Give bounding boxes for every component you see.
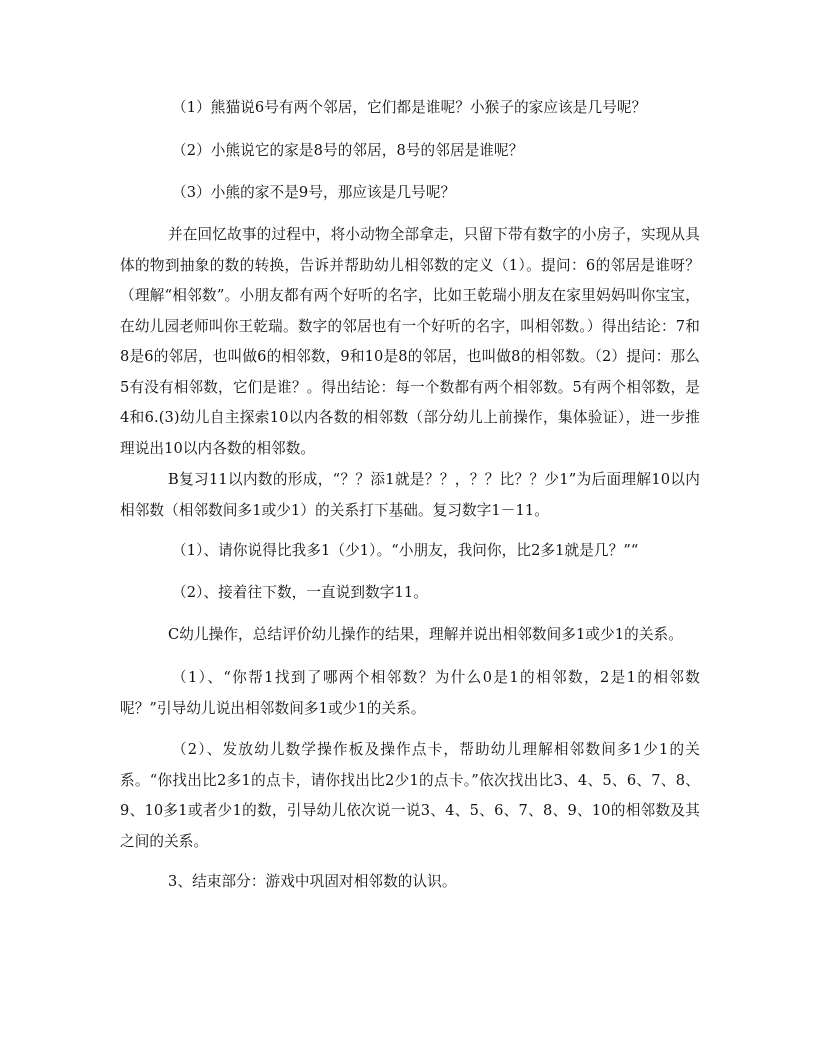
paragraph-b-2: （2）、接着往下数，一直说到数字11。 xyxy=(172,584,428,601)
paragraph-story-recall: 并在回忆故事的过程中，将小动物全部拿走，只留下带有数字的小房子，实现从具体的物到抽象的数的转换，告诉并帮助幼儿相邻数的定义（1）。提问：6的邻居是谁呀？（理解“相邻数”。小朋友都有两个好听的名字，比如王乾瑞小朋友在家里妈妈叫你宝宝，在幼儿园老师叫你王乾瑞。数字的邻居也有一个好听的名字，叫相邻数。）得出结论：7和8是6的邻居，也叫做6的相邻数，9和10是8的邻居，也叫做8的相邻数。（2）提问：那么5有没有相邻数，它们是谁？。得出结论：每一个数都有两个相邻数。5有两个相邻数，是4和6.(3)幼儿自主探索10以内各数的相邻数（部分幼儿上前操作，集体验证），进一步推理说出10以内各数的相邻数。 xyxy=(120,226,700,457)
paragraph-b-1: （1）、请你说得比我多1（少1）。“小朋友，我问你，比2多1就是几？”“ xyxy=(172,542,639,559)
paragraph-section-c: C幼儿操作，总结评价幼儿操作的结果，理解并说出相邻数间多1或少1的关系。 xyxy=(168,626,683,643)
paragraph-section-b: B复习11以内数的形成，“？？添1就是？？，？？比？？少1”为后面理解10以内相邻数（相邻数间多1或少1）的关系打下基础。复习数字1－11。 xyxy=(120,471,700,519)
paragraph-c-1: （1）、“你帮1找到了哪两个相邻数？为什么0是1的相邻数，2是1的相邻数呢？”引导幼儿说出相邻数间多1或少1的关系。 xyxy=(120,669,700,717)
paragraph-question-1: （1）熊猫说6号有两个邻居，它们都是谁呢？小猴子的家应该是几号呢？ xyxy=(172,99,647,116)
paragraph-question-2: （2）小熊说它的家是8号的邻居，8号的邻居是谁呢？ xyxy=(172,142,524,159)
paragraph-c-2: （2）、发放幼儿数学操作板及操作点卡，帮助幼儿理解相邻数间多1少1的关系。“你找出比2多1的点卡，请你找出比2少1的点卡。”依次找出比3、4、5、6、7、8、9、10多1或者少1的数，引导幼儿依次说一说3、4、5、6、7、8、9、10的相邻数及其之间的关系。 xyxy=(120,741,700,850)
paragraph-question-3: （3）小熊的家不是9号，那应该是几号呢？ xyxy=(172,184,456,201)
paragraph-ending: 3、结束部分：游戏中巩固对相邻数的认识。 xyxy=(168,873,457,890)
